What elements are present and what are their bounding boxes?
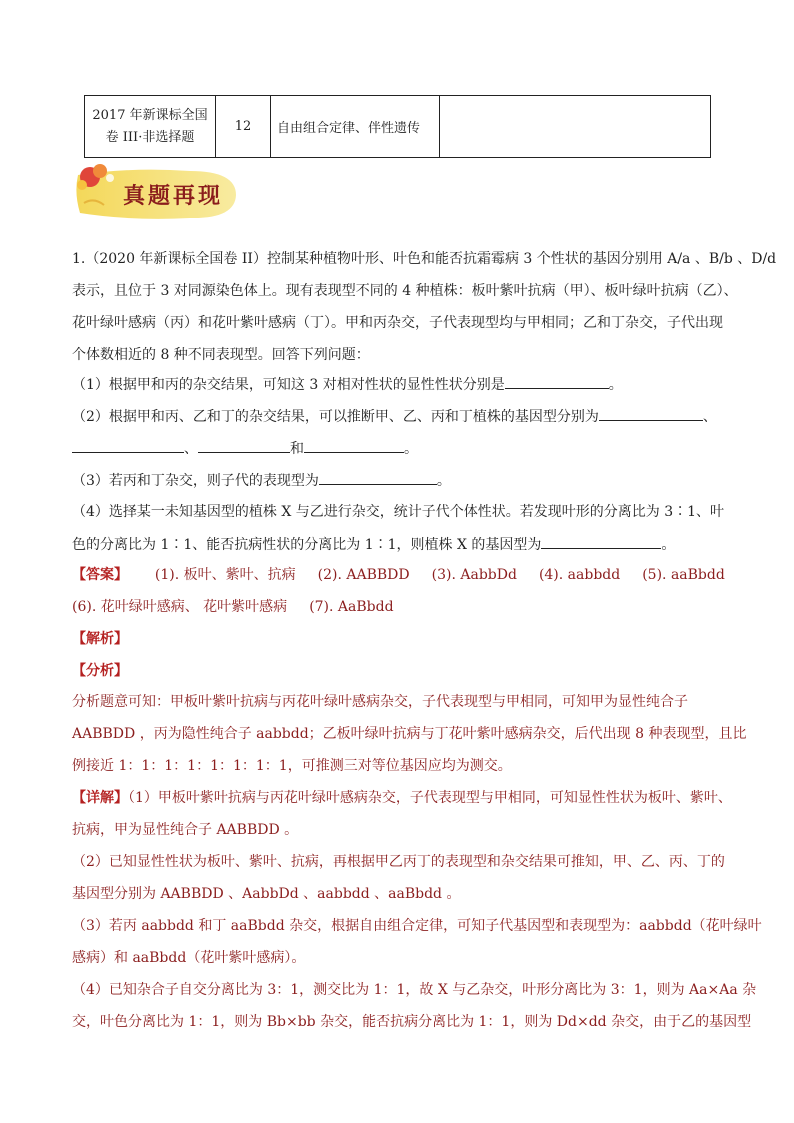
detail-1a [72,788,732,808]
question-line-4: 个体数相近的 8 种不同表现型。回答下列问题： [72,347,370,363]
exam-source-cell [85,96,216,158]
answer-item: (2). AABBDD [317,567,410,583]
detail-2b: 基因型分别为 AABBDD 、AabbDd 、aabbdd 、aaBbdd 。 [72,886,461,902]
exam-source-line1: 2017 年新课标全国 [92,107,208,123]
answer-item: (1). 板叶、紫叶、抗病 [154,567,296,583]
subquestion-4a: （4）选择某一未知基因型的植株 X 与乙进行杂交，统计子代个体性状。若发现叶形的分离比为 3∶1、叶 [72,504,725,520]
subquestion-4-text: 色的分离比为 1∶1、能否抗病性状的分离比为 1∶1，则植株 X 的基因型为 [72,537,542,553]
exam-source-line2: 卷 III·非选择题 [105,129,195,145]
answer-item: (4). aabbdd [538,567,621,583]
punct: 、 [702,409,717,425]
answer-blank-7[interactable] [541,534,661,549]
detail-4b: 交，叶色分离比为 1：1，则为 Bb×bb 杂交，能否抗病分离比为 1：1，则为 Dd×dd 杂交，由于乙的基因型 [72,1014,752,1030]
answer-blank-6[interactable] [319,470,437,485]
answer-blank-4[interactable] [198,438,290,453]
detail-1b: 抗病，甲为显性纯合子 AABBDD 。 [72,822,299,838]
detail-3a: （3）若丙 aabbdd 和丁 aaBbdd 杂交，根据自由组合定律，可知子代基因型和表现型为：aabbdd（花叶绿叶 [72,918,762,934]
banner-title: 真题再现 [123,183,224,209]
punct: 、 [184,441,198,457]
question-number-cell: 12 [216,96,271,158]
section-banner [70,163,240,223]
question-line-2: 表示，且位于 3 对同源染色体上。现有表现型不同的 4 种植株：板叶紫叶抗病（甲）、板叶绿叶抗病（乙）、 [72,283,738,299]
punct: 。 [404,441,418,457]
answer-line-1 [72,565,732,585]
analysis-para-1: 分析题意可知：甲板叶紫叶抗病与丙花叶绿叶感病杂交，子代表现型与甲相同，可知甲为显性纯合子 [72,694,688,710]
answer-tag: 【答案】 [72,567,128,583]
question-line-3: 花叶绿叶感病（丙）和花叶紫叶感病（丁）。甲和丙杂交，子代表现型均与甲相同；乙和丁杂交，子代出现 [72,315,723,331]
question-line-1: 1.（2020 年新课标全国卷 II）控制某种植物叶形、叶色和能否抗霜霉病 3 个性状的基因分别用 A/a 、B/b 、D/d [72,251,777,267]
subquestion-1-text: （1）根据甲和丙的杂交结果，可知这 3 对相对性状的显性性状分别是 [72,377,505,393]
analysis-para-2: AABBDD ，丙为隐性纯合子 aabbdd；乙板叶绿叶抗病与丁花叶紫叶感病杂交，后代出现 8 种表现型，且比 [72,726,747,742]
detail-4a: （4）已知杂合子自交分离比为 3：1，测交比为 1：1，故 X 与乙杂交，叶形分离比为 3：1，则为 Aa×Aa 杂 [72,982,757,998]
punct: 。 [608,377,623,393]
table-row [85,96,711,158]
detail-2a: （2）已知显性性状为板叶、紫叶、抗病，再根据甲乙丙丁的表现型和杂交结果可推知，甲、乙、丙、丁的 [72,854,725,870]
answer-blank-3[interactable] [72,438,184,453]
extra-cell [440,96,711,158]
analysis-para-3: 例接近 1：1：1：1：1：1：1：1，可推测三对等位基因应均为测交。 [72,758,512,774]
answer-item: (5). aaBbdd [642,567,725,583]
subquestion-2-text: （2）根据甲和丙、乙和丁的杂交结果，可以推断甲、乙、丙和丁植株的基因型分别为 [72,409,599,425]
info-table [84,95,711,158]
analysis-sub-tag: 【分析】 [72,663,128,679]
topic-cell: 自由组合定律、伴性遗传 [271,96,440,158]
answer-item: (3). AabbDd [431,567,517,583]
detail-3b: 感病）和 aaBbdd（花叶紫叶感病）。 [72,950,306,966]
punct: 。 [436,473,451,489]
answer-item: (6). 花叶绿叶感病、 花叶紫叶感病 [72,599,288,615]
detail-tag: 【详解】 [72,790,128,806]
subquestion-3-text: （3）若丙和丁杂交，则子代的表现型为 [72,473,319,489]
subquestion-1 [72,374,732,395]
subquestion-3 [72,470,732,491]
punct: 。 [661,537,676,553]
answer-blank-1[interactable] [505,374,609,389]
answer-line-2 [72,597,732,617]
punct: 和 [290,441,304,457]
subquestion-2-blanks [72,438,732,459]
subquestion-2 [72,406,732,427]
answer-blank-5[interactable] [304,438,404,453]
subquestion-4b [72,534,732,555]
analysis-tag: 【解析】 [72,631,128,647]
answer-blank-2[interactable] [599,406,703,421]
detail-1a-text: （1）甲板叶紫叶抗病与丙花叶绿叶感病杂交，子代表现型与甲相同，可知显性性状为板叶、紫叶、 [128,790,732,806]
answer-item: (7). AaBbdd [309,599,394,615]
